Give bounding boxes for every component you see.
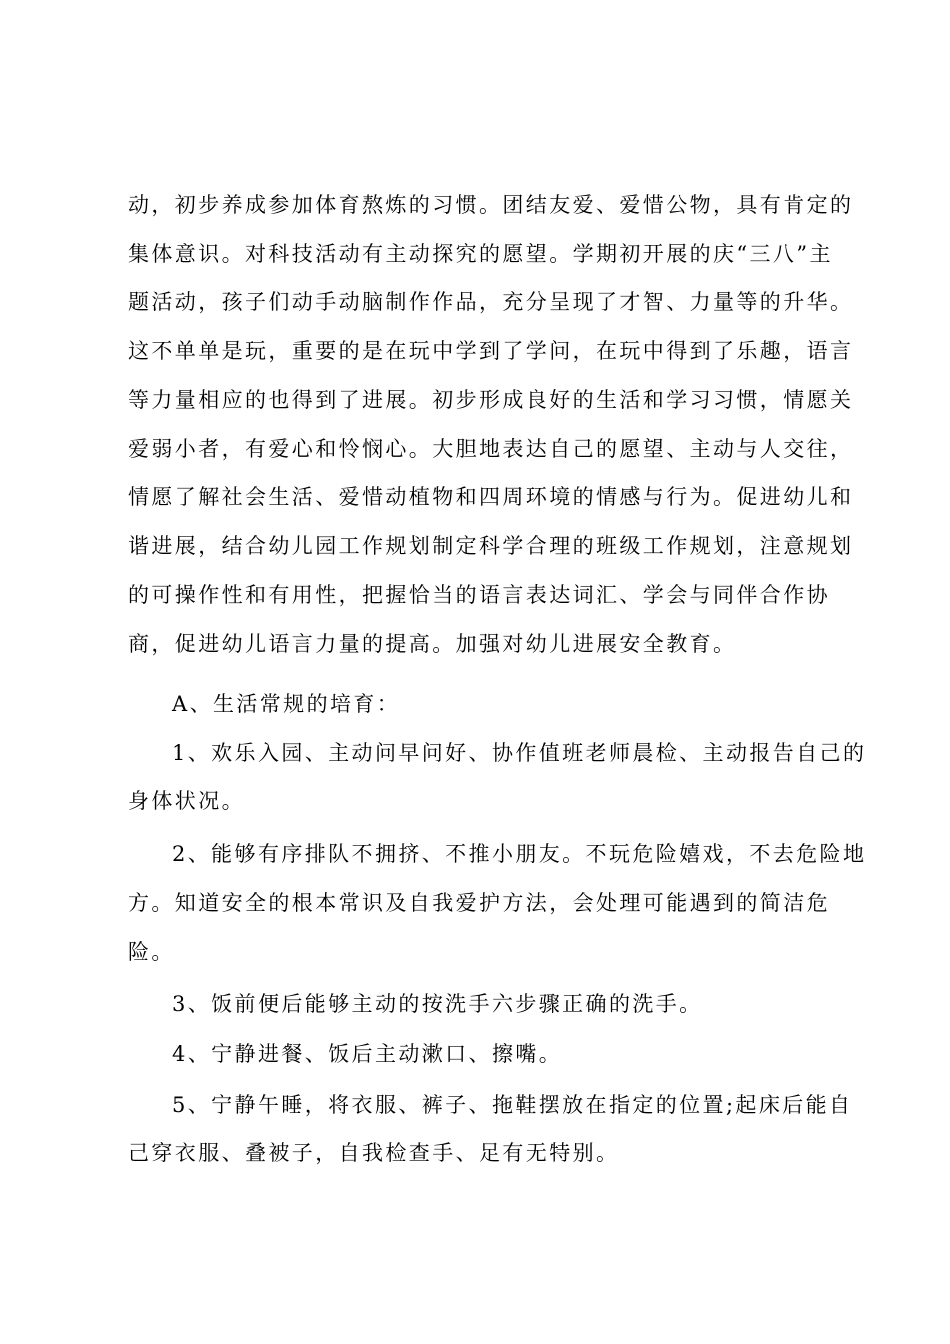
text-line: 方。知道安全的根本常识及自我爱护方法，会处理可能遇到的简洁危	[128, 891, 830, 915]
text-line: 5、宁静午睡，将衣服、裤子、拖鞋摆放在指定的位置;起床后能自	[172, 1093, 853, 1117]
text-line: 等力量相应的也得到了进展。初步形成良好的生活和学习习惯，情愿关	[128, 388, 854, 412]
text-line: 身体状况。	[128, 789, 245, 813]
text-line: 己穿衣服、叠被子，自我检查手、足有无特别。	[128, 1141, 620, 1165]
list-item-4: 4、宁静进餐、饭后主动漱口、擦嘴。	[172, 1042, 563, 1066]
text-line: 2、能够有序排队不拥挤、不推小朋友。不玩危险嬉戏，不去危险地	[172, 842, 867, 866]
text-line: 题活动，孩子们动手动脑制作作品，充分呈现了才智、力量等的升华。	[128, 290, 854, 314]
text-line: 的可操作性和有用性，把握恰当的语言表达词汇、学会与同伴合作协	[128, 583, 830, 607]
text-line: 谐进展，结合幼儿园工作规划制定科学合理的班级工作规划，注意规划	[128, 534, 854, 558]
text-line: 情愿了解社会生活、爱惜动植物和四周环境的情感与行为。促进幼儿和	[128, 485, 854, 509]
text-line: 动，初步养成参加体育熬炼的习惯。团结友爱、爱惜公物，具有肯定的	[128, 193, 854, 217]
text-line: 商，促进幼儿语言力量的提高。加强对幼儿进展安全教育。	[128, 632, 737, 656]
section-heading-a: A、生活常规的培育：	[172, 692, 401, 716]
text-line: 爱弱小者，有爱心和怜悯心。大胆地表达自己的愿望、主动与人交往，	[128, 437, 854, 461]
text-line: 这不单单是玩，重要的是在玩中学到了学问，在玩中得到了乐趣，语言	[128, 339, 854, 363]
text-line: 集体意识。对科技活动有主动探究的愿望。学期初开展的庆“三八”主	[128, 242, 833, 266]
text-line: 险。	[128, 940, 175, 964]
list-item-3: 3、饭前便后能够主动的按洗手六步骤正确的洗手。	[172, 992, 703, 1016]
text-line: 1、欢乐入园、主动问早问好、协作值班老师晨检、主动报告自己的	[172, 741, 867, 765]
